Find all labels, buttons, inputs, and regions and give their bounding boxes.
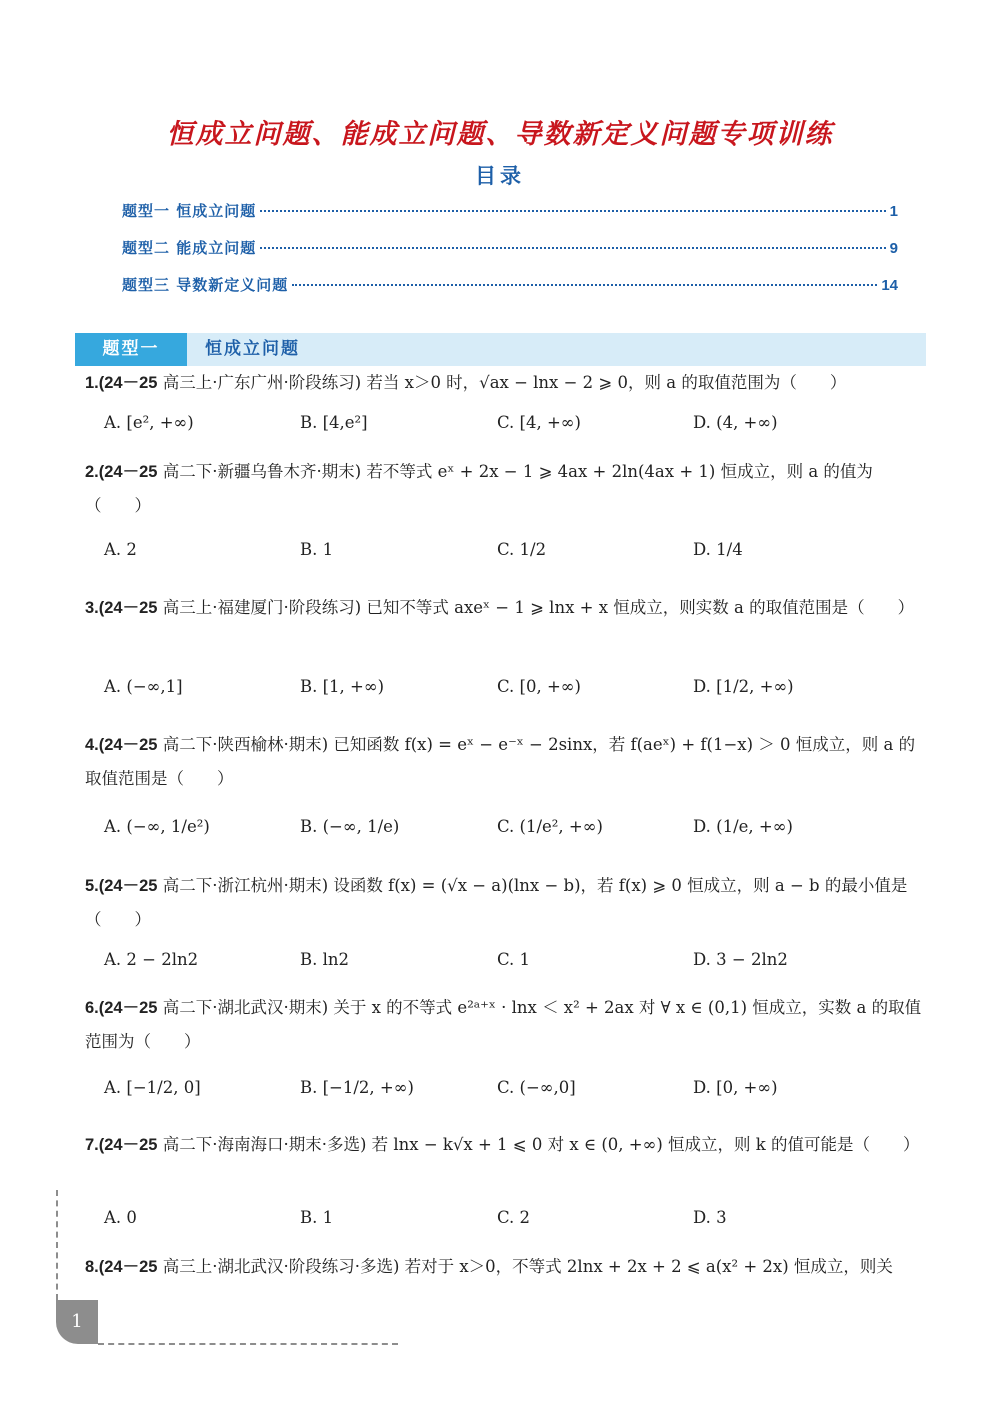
options-5: [104, 940, 904, 980]
options-1: [104, 403, 904, 443]
question-3: [85, 591, 927, 625]
toc-leader: [260, 210, 885, 212]
option-c[interactable]: C. (−∞,0]: [497, 1078, 576, 1097]
question-number: 2.: [85, 463, 99, 481]
question-8: [85, 1250, 927, 1284]
option-d[interactable]: D. 3 − 2ln2: [693, 950, 788, 969]
option-a[interactable]: A. 2: [104, 540, 137, 559]
toc-item[interactable]: [122, 237, 898, 261]
question-6: [85, 991, 927, 1059]
option-a[interactable]: A. (−∞,1]: [104, 677, 183, 696]
toc-leader: [292, 284, 877, 286]
toc-item-label: 题型二 能成立问题: [122, 239, 257, 257]
question-text: 高三上·湖北武汉·阶段练习·多选) 若对于 x＞0，不等式 2lnx + 2x + 2 ⩽ a(x² + 2x) 恒成立，则关: [162, 1257, 893, 1276]
section-name: 恒成立问题: [205, 339, 300, 359]
options-2: [104, 530, 904, 570]
section-header: [75, 333, 926, 366]
toc-item[interactable]: [122, 274, 898, 298]
option-b[interactable]: B. [−1/2, +∞): [300, 1078, 414, 1097]
options-3: [104, 667, 904, 707]
question-number: 1.: [85, 374, 99, 392]
question-text: 高二下·湖北武汉·期末) 关于 x 的不等式 e²ᵃ⁺ˣ · lnx ＜ x² + 2ax 对 ∀ x ∈ (0,1) 恒成立，实数 a 的取值范围为（ ）: [85, 998, 922, 1051]
question-source: (24－25: [98, 999, 158, 1017]
question-4: [85, 728, 927, 796]
toc-item-label: 题型三 导数新定义问题: [122, 276, 289, 294]
option-c[interactable]: C. [0, +∞): [497, 677, 581, 696]
toc-heading: 目录: [475, 163, 525, 188]
option-a[interactable]: A. (−∞, 1/e²): [104, 817, 210, 836]
question-number: 7.: [85, 1136, 99, 1154]
toc-item-page: 1: [889, 203, 898, 220]
option-c[interactable]: C. (1/e², +∞): [497, 817, 603, 836]
option-c[interactable]: C. [4, +∞): [497, 413, 581, 432]
options-4: [104, 807, 904, 847]
option-a[interactable]: A. 0: [104, 1208, 137, 1227]
question-text: 高三上·福建厦门·阶段练习) 已知不等式 axeˣ − 1 ⩾ lnx + x 恒成立，则实数 a 的取值范围是（ ）: [162, 598, 915, 617]
question-number: 6.: [85, 999, 99, 1017]
question-source: (24－25: [98, 463, 158, 481]
question-text: 高三上·广东广州·阶段练习) 若当 x＞0 时，√ax − lnx − 2 ⩾ 0，则 a 的取值范围为（ ）: [162, 373, 847, 392]
option-a[interactable]: A. 2 − 2ln2: [104, 950, 199, 969]
question-source: (24－25: [98, 599, 158, 617]
question-number: 4.: [85, 736, 99, 754]
option-a[interactable]: A. [e², +∞): [104, 413, 194, 432]
option-d[interactable]: D. 1/4: [693, 540, 743, 559]
option-d[interactable]: D. [0, +∞): [693, 1078, 778, 1097]
option-d[interactable]: D. (1/e, +∞): [693, 817, 793, 836]
option-b[interactable]: B. (−∞, 1/e): [300, 817, 400, 836]
toc-item-page: 14: [881, 277, 898, 294]
toc-item-label: 题型一 恒成立问题: [122, 202, 257, 220]
question-1: [85, 366, 927, 400]
option-b[interactable]: B. [4,e²]: [300, 413, 368, 432]
question-5: [85, 869, 927, 937]
question-text: 高二下·海南海口·期末·多选) 若 lnx − k√x + 1 ⩽ 0 对 x ∈ (0, +∞) 恒成立，则 k 的值可能是（ ）: [162, 1135, 920, 1154]
option-b[interactable]: B. 1: [300, 540, 334, 559]
question-source: (24－25: [98, 736, 158, 754]
page-border-dashed: [98, 1343, 398, 1345]
question-number: 5.: [85, 877, 99, 895]
option-c[interactable]: C. 2: [497, 1208, 531, 1227]
question-source: (24－25: [98, 1258, 158, 1276]
option-d[interactable]: D. 3: [693, 1208, 727, 1227]
question-source: (24－25: [98, 1136, 158, 1154]
question-text: 高二下·浙江杭州·期末) 设函数 f(x) = (√x − a)(lnx − b)，若 f(x) ⩾ 0 恒成立，则 a − b 的最小值是（ ）: [85, 876, 908, 929]
question-2: [85, 455, 927, 523]
option-c[interactable]: C. 1: [497, 950, 531, 969]
option-c[interactable]: C. 1/2: [497, 540, 547, 559]
question-number: 8.: [85, 1258, 99, 1276]
question-text: 高二下·新疆乌鲁木齐·期末) 若不等式 eˣ + 2x − 1 ⩾ 4ax + 2ln(4ax + 1) 恒成立，则 a 的值为（ ）: [85, 462, 873, 515]
options-7: [104, 1198, 904, 1238]
page-border-dashed: [56, 1190, 58, 1300]
option-b[interactable]: B. ln2: [300, 950, 350, 969]
section-tag: 题型一: [75, 333, 187, 366]
option-b[interactable]: B. 1: [300, 1208, 334, 1227]
option-b[interactable]: B. [1, +∞): [300, 677, 385, 696]
option-d[interactable]: D. (4, +∞): [693, 413, 778, 432]
question-source: (24－25: [98, 374, 158, 392]
question-source: (24－25: [98, 877, 158, 895]
option-a[interactable]: A. [−1/2, 0]: [104, 1078, 201, 1097]
toc-item[interactable]: [122, 200, 898, 224]
question-number: 3.: [85, 599, 99, 617]
options-6: [104, 1068, 904, 1108]
document-title: 恒成立问题、能成立问题、导数新定义问题专项训练: [166, 119, 834, 150]
option-d[interactable]: D. [1/2, +∞): [693, 677, 794, 696]
question-text: 高二下·陕西榆林·期末) 已知函数 f(x) = eˣ − e⁻ˣ − 2sinx，若 f(aeˣ) + f(1−x) ＞ 0 恒成立，则 a 的取值范围是（ ）: [85, 735, 916, 788]
question-7: [85, 1128, 927, 1162]
toc-leader: [260, 247, 885, 249]
toc-item-page: 9: [889, 240, 898, 257]
page-number: 1: [56, 1300, 98, 1344]
